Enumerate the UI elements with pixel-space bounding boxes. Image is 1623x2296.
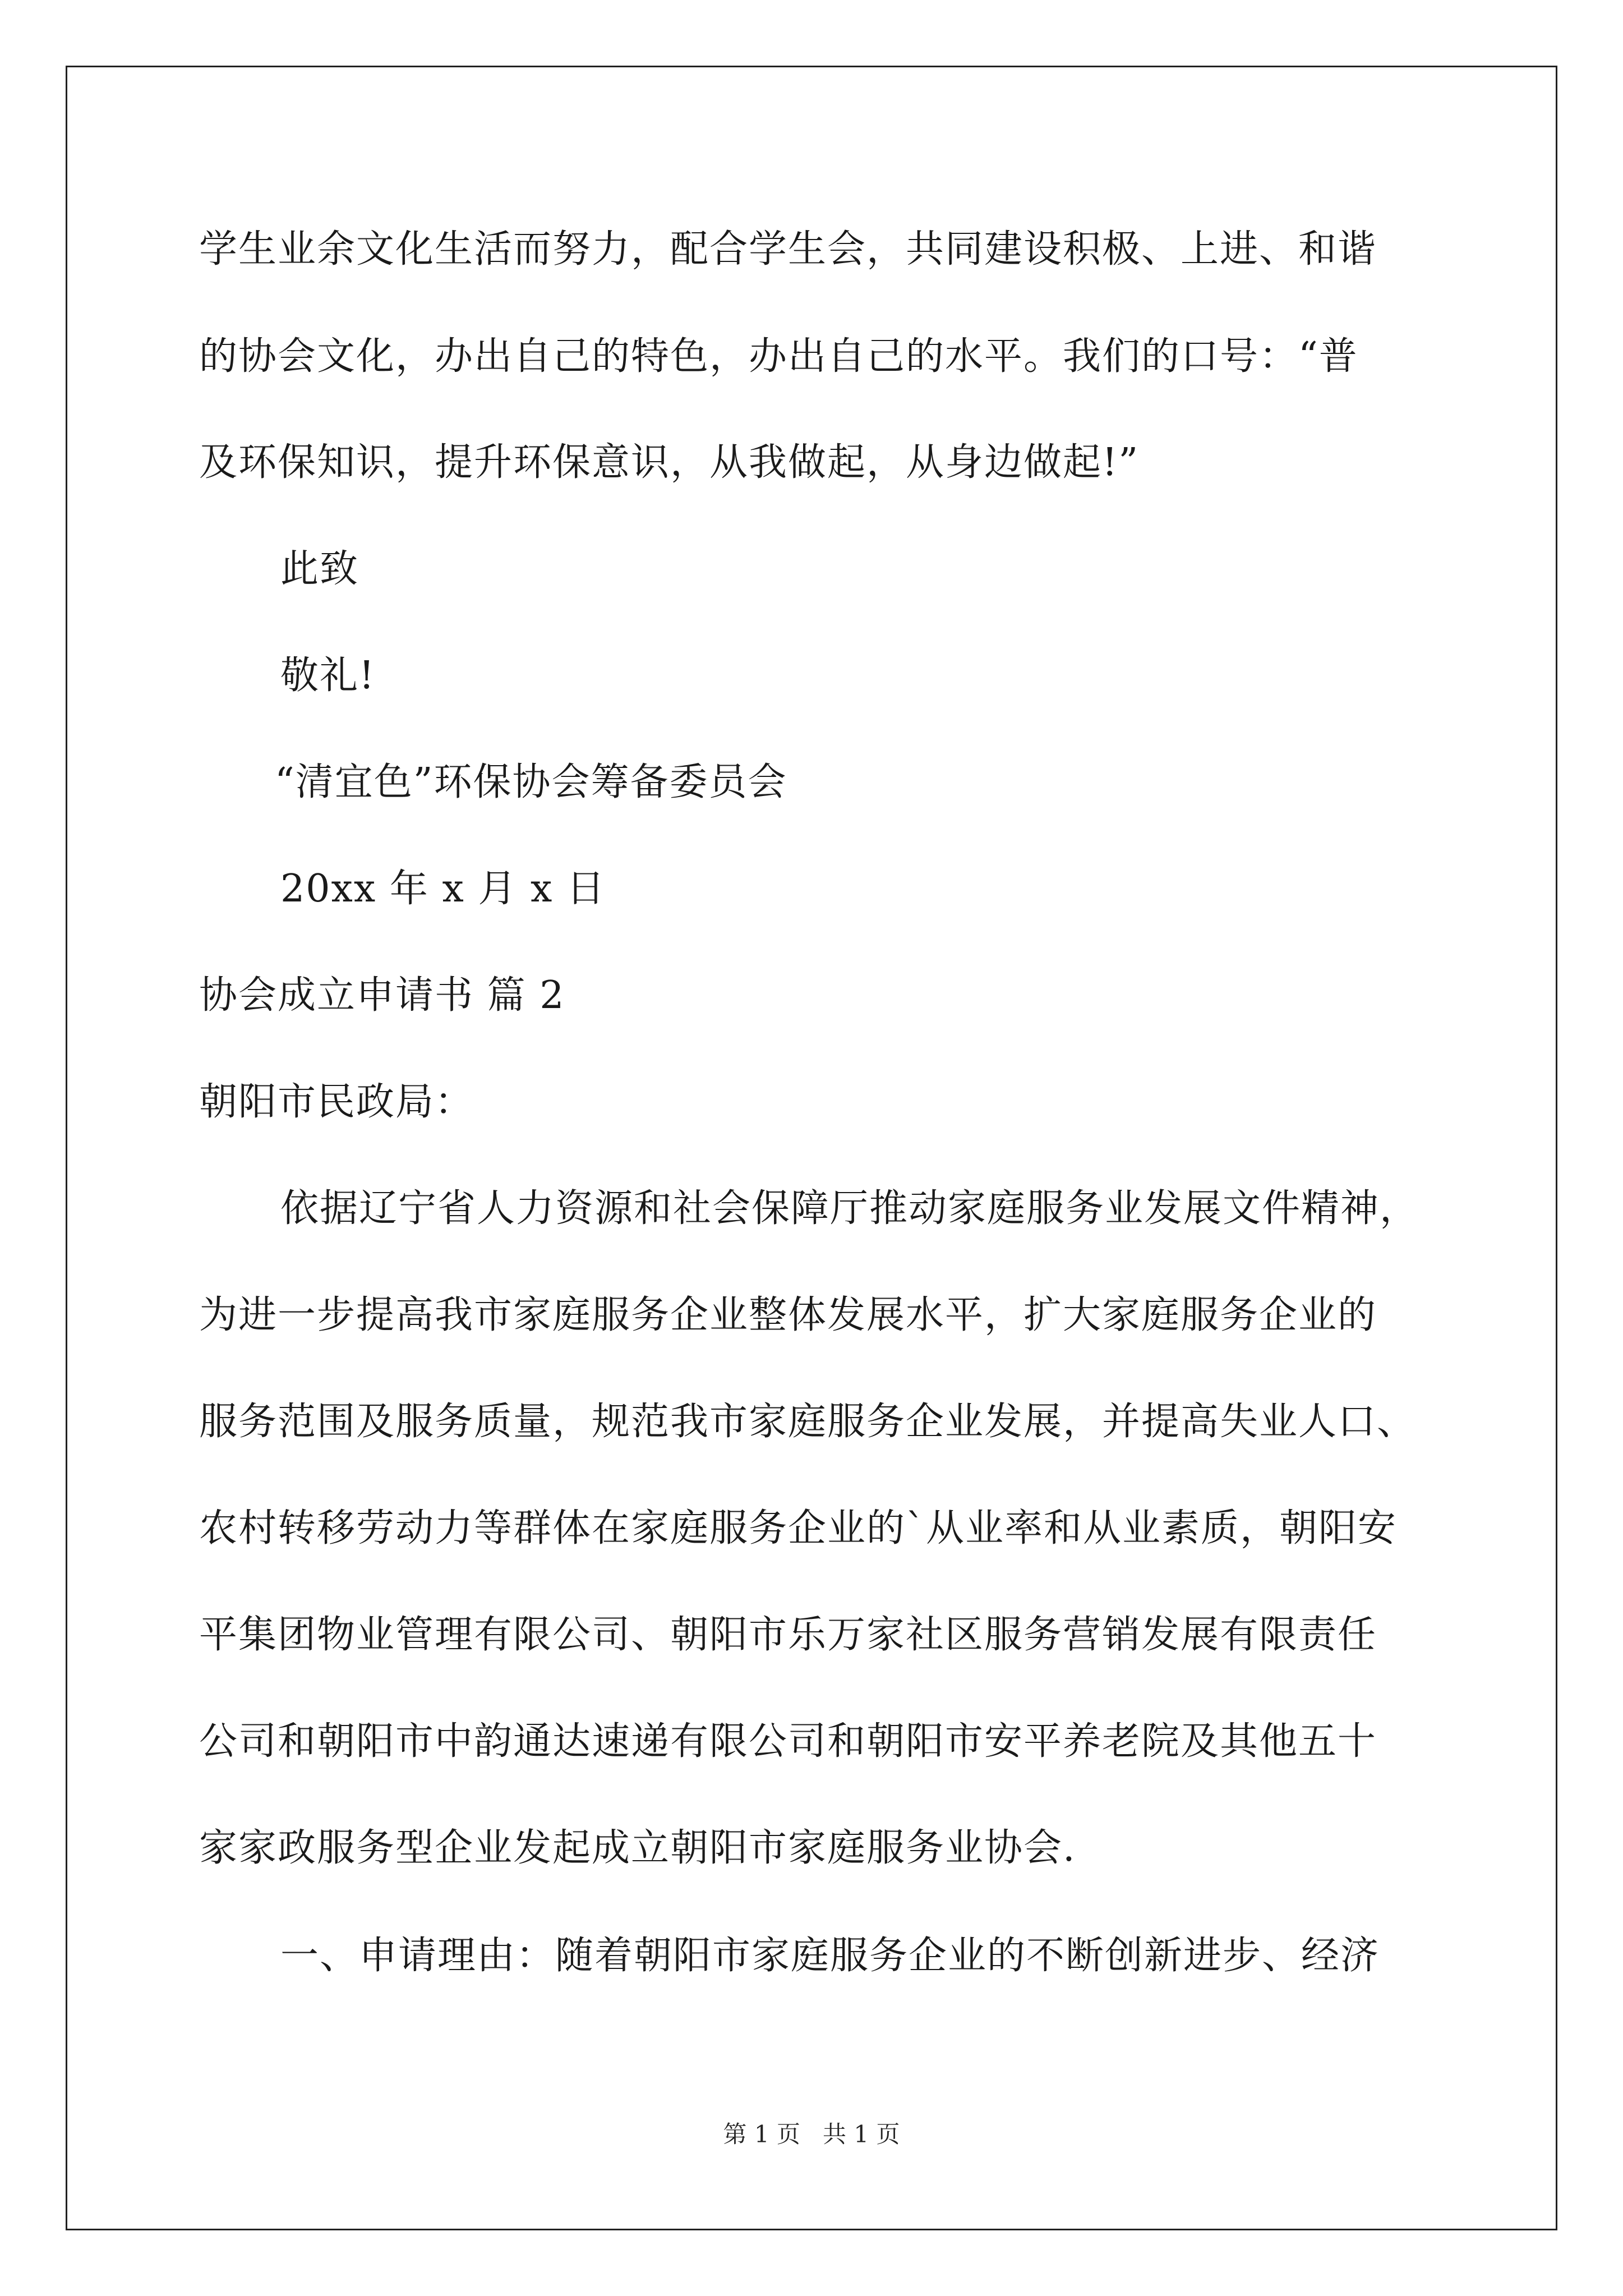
signature-date: 20xx 年 x 月 x 日 <box>280 867 606 911</box>
paragraph-2-line-7: 家家政服务型企业发起成立朝阳市家庭服务业协会. <box>199 1826 1076 1870</box>
closing-text: 此致 <box>280 547 359 591</box>
paragraph-2-line-5: 平集团物业管理有限公司、朝阳市乐万家社区服务营销发展有限责任 <box>199 1613 1377 1657</box>
signature-organization: “清宜色”环保协会筹备委员会 <box>275 760 787 804</box>
addressee: 朝阳市民政局： <box>199 1080 474 1124</box>
paragraph-2-line-3: 服务范围及服务质量，规范我市家庭服务企业发展，并提高失业人口、 <box>199 1400 1417 1444</box>
paragraph-1-line-1: 学生业余文化生活而努力，配合学生会，共同建设积极、上进、和谐 <box>199 227 1377 272</box>
paragraph-2-line-2: 为进一步提高我市家庭服务企业整体发展水平，扩大家庭服务企业的 <box>199 1293 1377 1337</box>
paragraph-1-line-2: 的协会文化，办出自己的特色，办出自己的水平。我们的口号：“普 <box>199 334 1358 379</box>
section-title: 协会成立申请书 篇 2 <box>199 973 565 1018</box>
paragraph-2-line-6: 公司和朝阳市中韵通达速递有限公司和朝阳市安平养老院及其他五十 <box>199 1719 1377 1764</box>
page-border <box>66 66 1557 2230</box>
salutation-text: 敬礼! <box>280 654 376 698</box>
paragraph-2-line-1: 依据辽宁省人力资源和社会保障厅推动家庭服务业发展文件精神， <box>280 1186 1419 1231</box>
paragraph-1-line-3: 及环保知识，提升环保意识，从我做起，从身边做起!” <box>199 440 1140 485</box>
paragraph-2-line-4: 农村转移劳动力等群体在家庭服务企业的`从业率和从业素质，朝阳安 <box>199 1506 1398 1550</box>
paragraph-3-line-1: 一、申请理由：随着朝阳市家庭服务企业的不断创新进步、经济 <box>280 1934 1380 1978</box>
page-number-footer: 第 1 页 共 1 页 <box>723 2120 900 2148</box>
